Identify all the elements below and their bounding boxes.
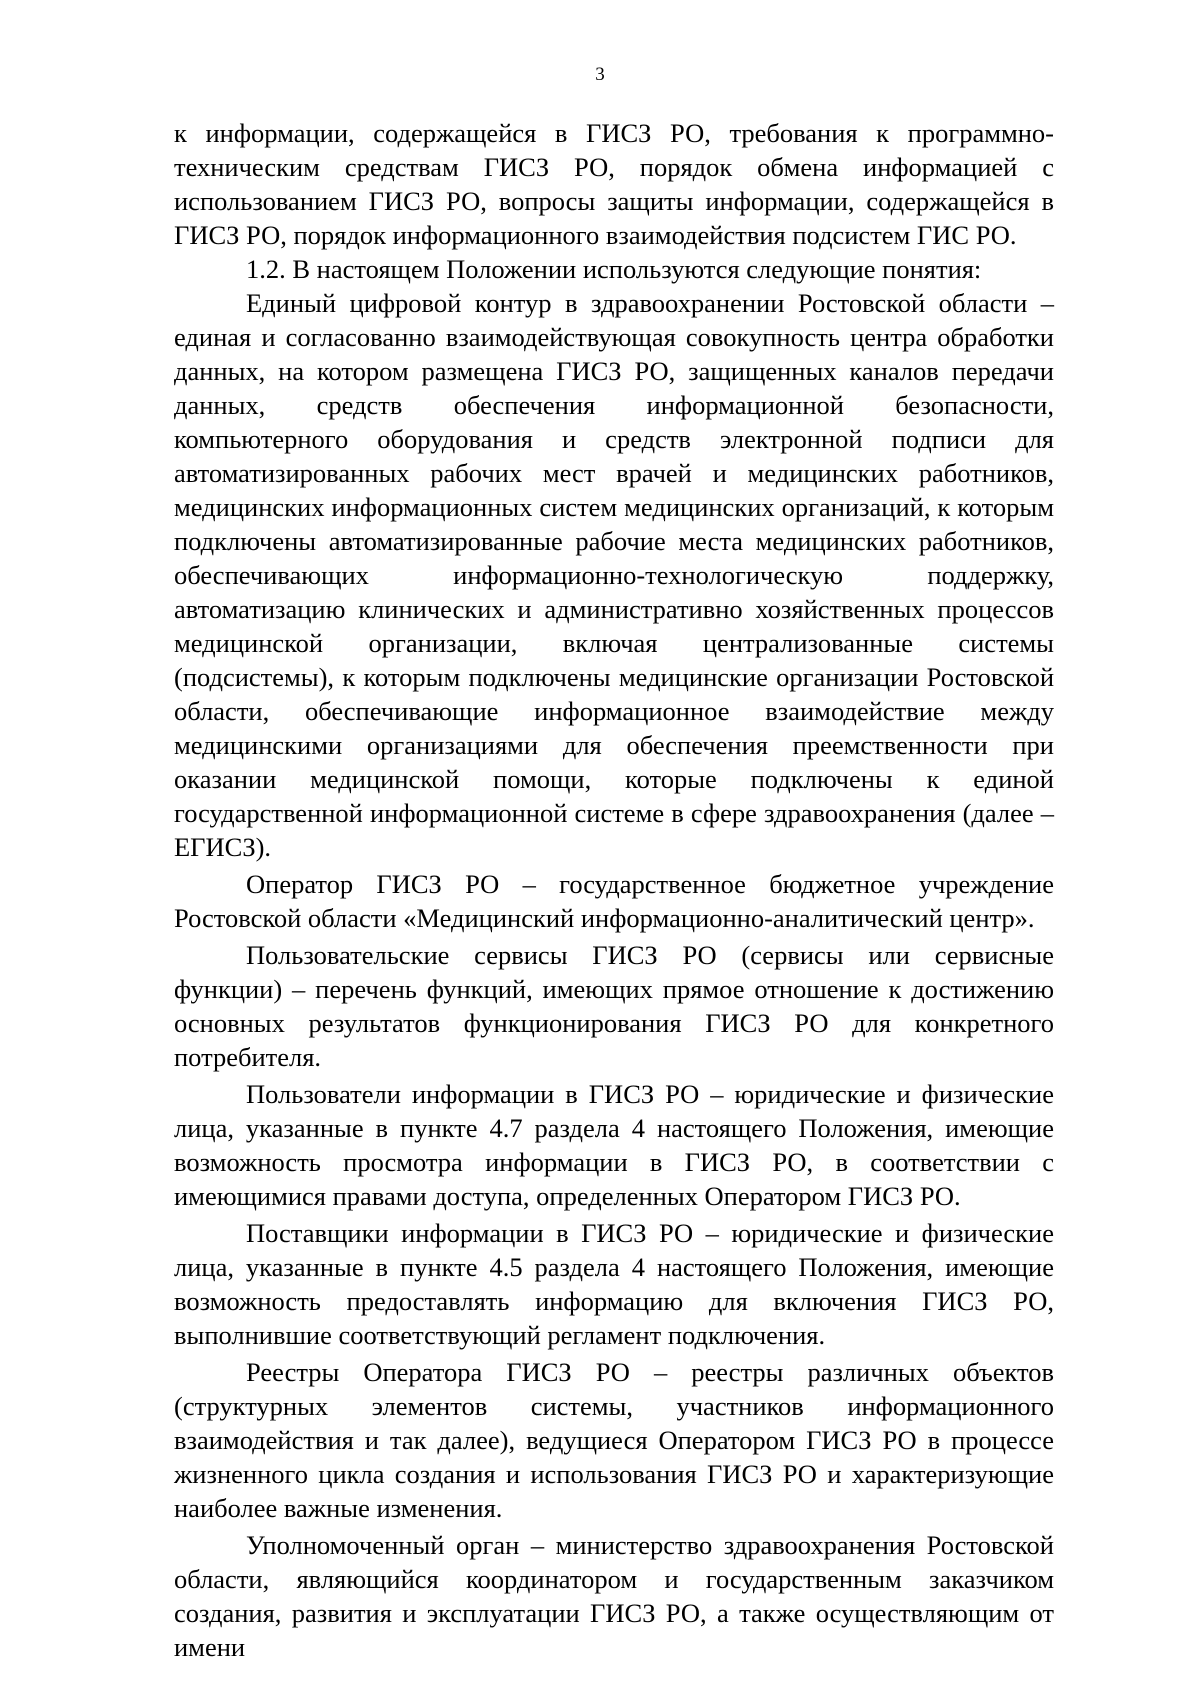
paragraph-information-users: Пользователи информации в ГИСЗ РО – юридические и физические лица, указанные в пункте 4.7 раздела 4 настоящего Положения, имеющие возможность просмотра информации в ГИСЗ РО, в соответствии с имеющимися правами доступа, определенных Оператором ГИСЗ РО. [174,1079,1054,1211]
paragraph-operator: Оператор ГИСЗ РО – государственное бюджетное учреждение Ростовской области «Медицинский информационно-аналитический центр». [174,869,1054,933]
paragraph-authorized-body: Уполномоченный орган – министерство здравоохранения Ростовской области, являющийся координатором и государственным заказчиком создания, развития и эксплуатации ГИСЗ РО, а также осуществляющим от имени [174,1530,1054,1662]
document-body [174,116,1054,1664]
page-number: 3 [595,64,605,85]
paragraph-unified-digital-circuit: Единый цифровой контур в здравоохранении Ростовской области – единая и согласованно взаимодействующая совокупность центра обработки данных, на котором размещена ГИСЗ РО, защищенных каналов передачи данных, средств обеспечения информационной безопасности, компьютерного оборудования и средств электронной подписи для автоматизированных рабочих мест врачей и медицинских работников, медицинских информационных систем медицинских организаций, к которым подключены автоматизированные рабочие места медицинских работников, обеспечивающих информационно-технологическую поддержку, автоматизацию клинических и административно хозяйственных процессов медицинской организации, включая централизованные системы (подсистемы), к которым подключены медицинские организации Ростовской области, обеспечивающие информационное взаимодействие между медицинскими организациями для обеспечения преемственности при оказании медицинской помощи, которые подключены к единой государственной информационной системе в сфере здравоохранения (далее – ЕГИСЗ). [174,288,1054,862]
paragraph-operator-registries: Реестры Оператора ГИСЗ РО – реестры различных объектов (структурных элементов системы, участников информационного взаимодействия и так далее), ведущиеся Оператором ГИСЗ РО в процессе жизненного цикла создания и использования ГИСЗ РО и характеризующие наиболее важные изменения. [174,1357,1054,1523]
paragraph-user-services: Пользовательские сервисы ГИСЗ РО (сервисы или сервисные функции) – перечень функций, имеющих прямое отношение к достижению основных результатов функционирования ГИСЗ РО для конкретного потребителя. [174,940,1054,1072]
paragraph-continuation: к информации, содержащейся в ГИСЗ РО, требования к программно-техническим средствам ГИСЗ РО, порядок обмена информацией с использованием ГИСЗ РО, вопросы защиты информации, содержащейся в ГИСЗ РО, порядок информационного взаимодействия подсистем ГИС РО. [174,118,1054,250]
paragraph-information-suppliers: Поставщики информации в ГИСЗ РО – юридические и физические лица, указанные в пункте 4.5 раздела 4 настоящего Положения, имеющие возможность предоставлять информацию для включения ГИСЗ РО, выполнившие соответствующий регламент подключения. [174,1218,1054,1350]
paragraph-definitions-intro: 1.2. В настоящем Положении используются следующие понятия: [246,254,982,284]
